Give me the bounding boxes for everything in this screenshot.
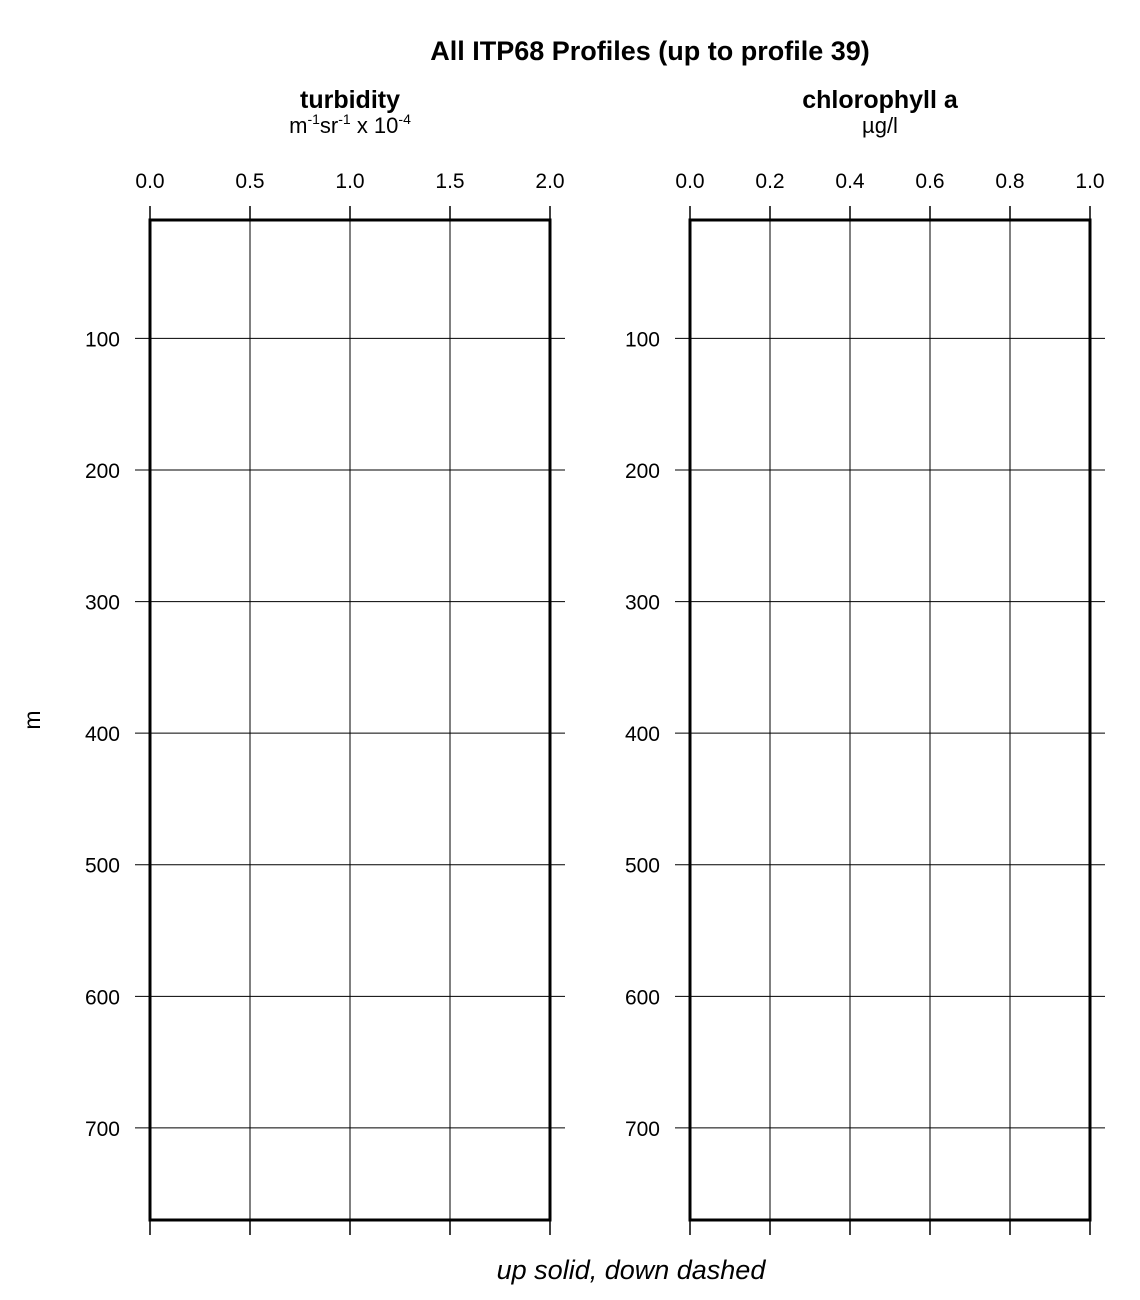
y-tick-label: 300 — [624, 591, 660, 615]
x-tick-label: 0.4 — [835, 170, 865, 193]
panels-layer — [85, 86, 1105, 1235]
y-tick-label: 100 — [84, 328, 120, 352]
chart-title: All ITP68 Profiles (up to profile 39) — [430, 36, 870, 66]
y-tick-label: 100 — [624, 328, 660, 352]
y-tick-label: 600 — [624, 986, 660, 1010]
y-tick-label: 700 — [84, 1117, 120, 1141]
x-axis-label: up solid, down dashed — [496, 1255, 766, 1285]
x-tick-label: 1.5 — [435, 170, 465, 193]
y-tick-label: 300 — [84, 591, 120, 615]
panel-1 — [85, 86, 565, 1235]
panel-units: $m^{-1}sr^{-1}$ x $10^{-4}$ — [289, 111, 411, 138]
y-tick-label: 600 — [84, 986, 120, 1010]
panel-title: chlorophyll a — [802, 86, 958, 114]
y-axis-label: m — [19, 710, 45, 730]
y-tick-label: 700 — [624, 1117, 660, 1141]
y-tick-label: 400 — [84, 723, 120, 747]
panel-units: µg/l — [862, 113, 898, 138]
y-tick-label: 200 — [624, 460, 660, 483]
x-tick-label: 1.0 — [335, 170, 365, 193]
y-tick-label: 200 — [84, 460, 120, 483]
x-tick-label: 2.0 — [535, 170, 565, 193]
y-tick-label: 400 — [624, 723, 660, 747]
panel-2 — [625, 86, 1105, 1235]
y-tick-label: 500 — [624, 854, 660, 878]
x-tick-label: 0.8 — [995, 170, 1025, 193]
panel-title: turbidity — [300, 86, 400, 114]
x-tick-label: 0.0 — [675, 170, 705, 193]
x-tick-label: 0.5 — [235, 170, 265, 193]
y-tick-label: 500 — [84, 854, 120, 878]
x-tick-label: 1.0 — [1075, 170, 1105, 193]
plot-frame — [690, 220, 1090, 1220]
x-tick-label: 0.2 — [755, 170, 785, 193]
x-tick-label: 0.0 — [135, 170, 165, 193]
x-tick-label: 0.6 — [915, 170, 945, 193]
